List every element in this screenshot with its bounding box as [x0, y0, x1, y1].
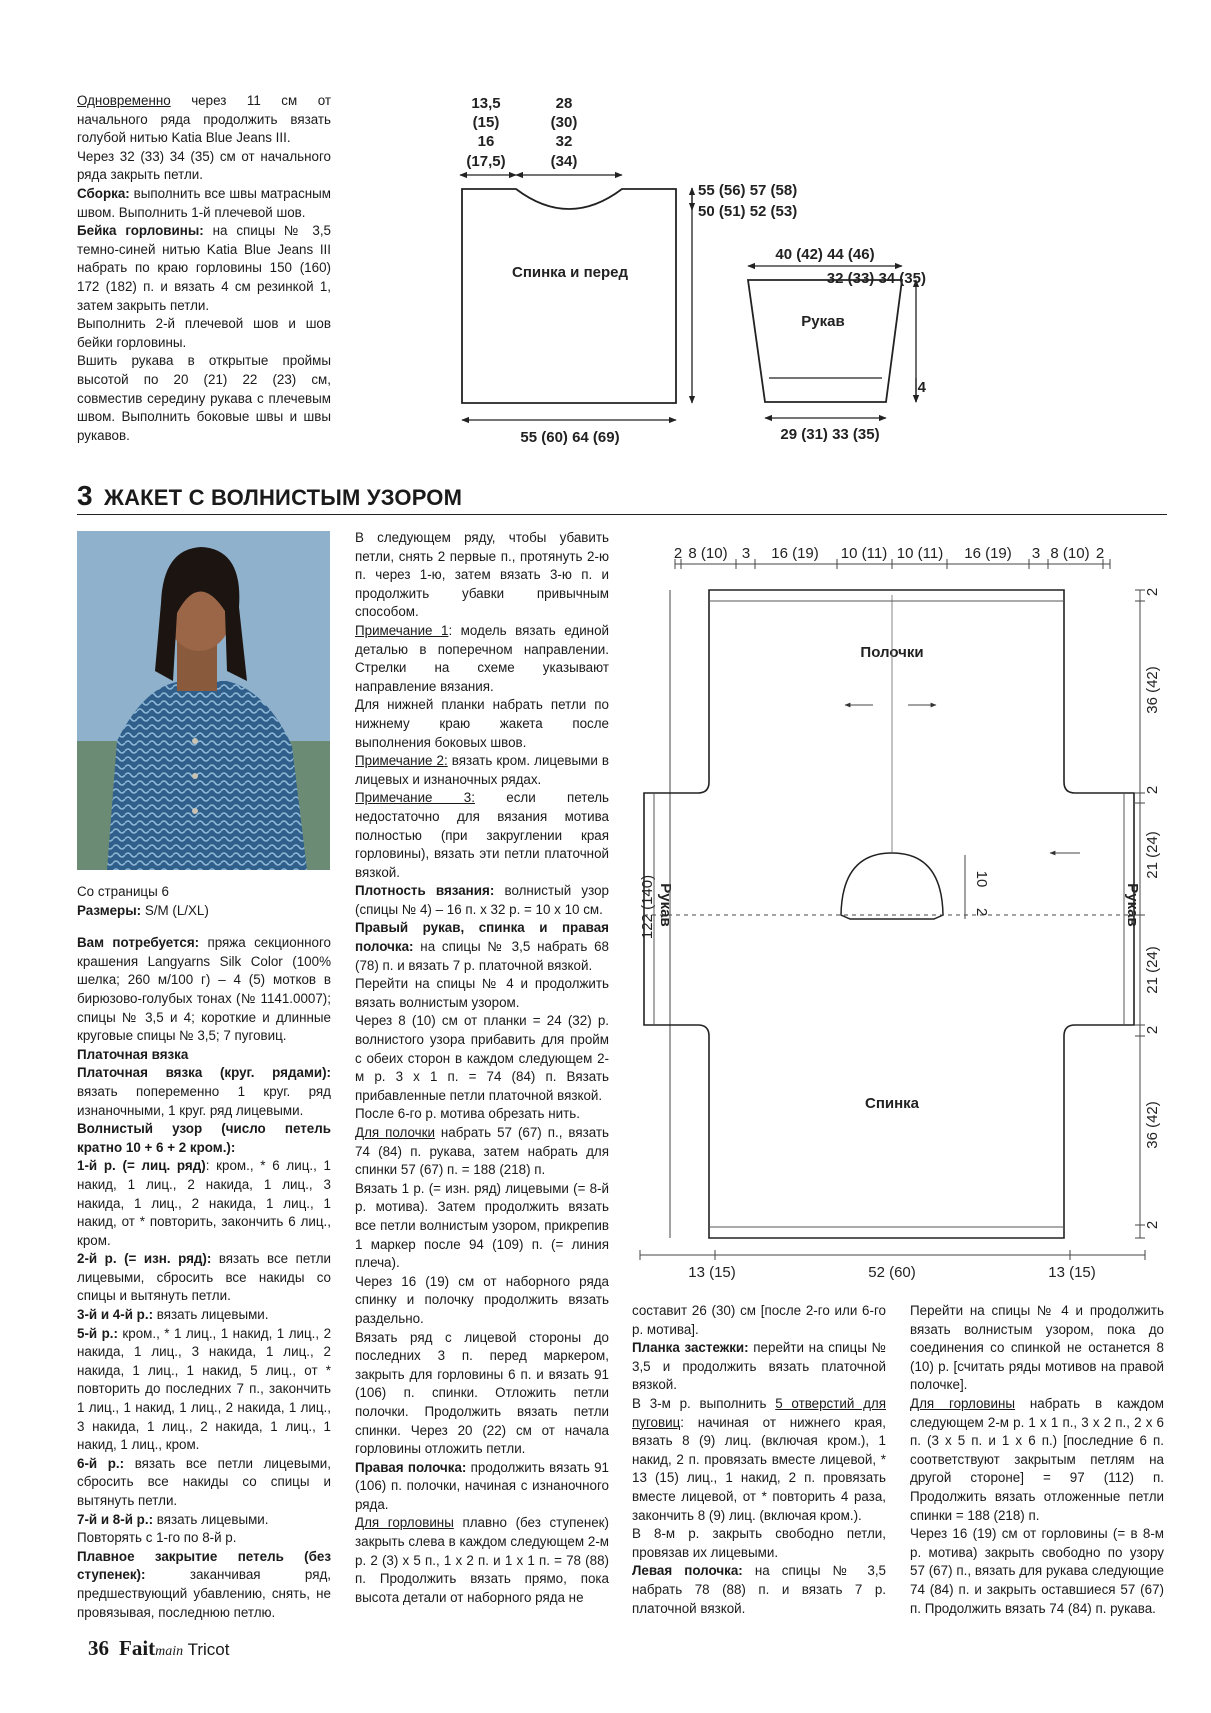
bold-term: 2-й р. (= изн. ряд): [77, 1251, 212, 1267]
section-heading [77, 480, 1167, 515]
paragraph: Перейти на спицы № 4 и продолжить вязать волнистым узором. [355, 976, 609, 1010]
paragraph: В 3-м р. выполнить 5 отверстий для пуговиц: начиная от нижнего края, вязать 8 (9) лиц. (включая кром.), 1 накид, 2 п. провязать вместе лицевой, * 13 (15) лиц., 1 накид, 2 п. провязать вместе лицевой, от * повторить 4 раза, закончить 8 (9) лиц. (включая кром.). [632, 1395, 886, 1523]
paragraph: Вязать ряд с лицевой стороны до последних 3 п. перед маркером, закрыть для горловины 6 п. и вязать 91 (106) п. спинки. Отложить петли полочки. Продолжить вязать петли спинки. Через 20 (22) см от начала горловины отложить петли. [355, 1329, 609, 1457]
bold-term: 1-й р. (= лиц. ряд) [77, 1158, 206, 1174]
paragraph: Через 16 (19) см от горловины (= в 8-м р. мотива) закрыть свободно по узору 57 (67) п., вязать для рукава следующие 74 (84) п. и закрыть оставшиеся 57 (67) п. Продолжить вязать 74 (84) п. рукава. [910, 1526, 1164, 1616]
bold-term: Сборка: [77, 185, 130, 201]
brand-main: main [155, 1644, 184, 1659]
bold-term: Платочная вязка [77, 1046, 189, 1062]
shoulder-1: 28 [555, 95, 573, 112]
neck-small: 2 [973, 907, 990, 917]
brand-tricot: Tricot [183, 1640, 230, 1659]
shoulder-4: (34) [550, 153, 578, 170]
paragraph: Левая полочка: на спицы № 3,5 набрать 78 (88) п. и вязать 7 р. платочной вязкой. [632, 1563, 886, 1616]
right-dim-8: 2 [1144, 1220, 1161, 1230]
top-dim-3: 3 [741, 545, 751, 562]
right-dim-1: 2 [1144, 587, 1161, 597]
underlined-term: Примечание 2: [355, 753, 448, 769]
bold-term: 6-й р.: [77, 1455, 125, 1471]
bold-term: Платочная вязка (круг. рядами): [77, 1065, 331, 1081]
paragraph [77, 920, 331, 934]
model-photo-illustration [77, 531, 330, 870]
paragraph: Одновременно через 11 см от начального ряда продолжить вязать голубой нитью Katia Blue Jeans III. [77, 93, 331, 146]
top-dim-5: 10 (11) [840, 545, 888, 562]
sleeve-label: Рукав [801, 313, 845, 330]
label-rukav-right: Рукав [1124, 883, 1141, 927]
bold-term: 5-й р.: [77, 1325, 118, 1341]
bold-term: Вам потребуется: [77, 935, 200, 951]
label-polochki: Полочки [860, 644, 924, 661]
column-1 [77, 883, 331, 1622]
bold-term: Плотность вязания: [355, 883, 495, 899]
paragraph: Сборка: выполнить все швы матрасным швом. Выполнить 1-й плечевой шов. [77, 185, 331, 220]
top-instructions [77, 92, 331, 445]
paragraph: Через 16 (19) см от наборного ряда спинку и полочку продолжить вязать раздельно. [355, 1273, 609, 1326]
right-dim-3: 2 [1144, 785, 1161, 795]
paragraph: Размеры: S/M (L/XL) [77, 902, 209, 918]
label-spinka: Спинка [864, 1095, 920, 1112]
underlined-term: Для полочки [355, 1125, 435, 1140]
paragraph: составит 26 (30) см [после 2-го или 6-го р. мотива]. [632, 1303, 886, 1337]
paragraph: Вязать 1 р. (= изн. ряд) лицевыми (= 8-й р. мотива). Затем продолжить вязать все петли волнистым узором, прикрепив 1 маркер после 94 (109) п. (= линия плеча). [355, 1180, 609, 1271]
height-2: 50 (51) 52 (53) [698, 203, 798, 220]
paragraph: Примечание 3: если петель недостаточно для вязания мотива полностью (при закруглении края горловины), вязать эти петли платочной вязкой. [355, 790, 609, 880]
paragraph: Вшить рукава в открытые проймы высотой по 20 (21) 22 (23) см, совместив середину рукава с плечевым швом. Выполнить боковые швы и швы рукавов. [77, 353, 331, 443]
bold-term: 3-й и 4-й р.: [77, 1307, 154, 1323]
bottom-dim-2: 52 (60) [868, 1264, 916, 1281]
top-dim-8: 3 [1031, 545, 1041, 562]
shoulder-3: 32 [555, 133, 573, 150]
underlined-term: 5 отверстий для пуговиц [632, 1395, 886, 1430]
paragraph: 6-й р.: вязать все петли лицевыми, сбросить все накиды со спицы и вытянуть петли. [77, 1455, 331, 1508]
underlined-term: Для горловины [355, 1515, 454, 1531]
paragraph [77, 1120, 331, 1157]
body-width: 55 (60) 64 (69) [520, 429, 620, 446]
paragraph: Вам потребуется: пряжа секционного крашения Langyarns Silk Color (100% шелка; 260 м/100 г) – 4 (5) мотков в бирюзово-голубых тонах (№ 1141.0007); спицы № 3,5 и 4; короткие и длинные круговые спицы № 3,5; 7 пуговиц. [77, 935, 331, 1044]
underlined-term: Одновременно [77, 93, 171, 108]
shoulder-2: (30) [550, 114, 578, 131]
paragraph: После 6-го р. мотива обрезать нить. [355, 1106, 580, 1122]
neck-width-3: 16 [477, 133, 495, 150]
sleeve-height: 32 (33) 34 (35) [826, 270, 926, 287]
paragraph: 2-й р. (= изн. ряд): вязать все петли лицевыми, сбросить все накиды со спицы и вытянуть петли. [77, 1251, 331, 1304]
right-dim-4: 21 (24) [1144, 831, 1161, 879]
bold-term: Волнистый узор (число петель кратно 10 + 6 + 2 кром.): [77, 1121, 331, 1155]
paragraph: Правая полочка: продолжить вязать 91 (106) п. полочки, начиная с изнаночного ряда. [355, 1459, 609, 1512]
model-photo [77, 531, 330, 870]
top-dim-1: 2 [673, 545, 683, 562]
right-dim-2: 36 (42) [1144, 666, 1161, 714]
paragraph: Примечание 1: модель вязать единой деталью в поперечном направлении. Стрелки на схеме указывают направление вязания. [355, 622, 609, 694]
paragraph: Плавное закрытие петель (без ступенек): заканчивая ряд, предшествующий убавлению, снять, не провязывая, последнюю петлю. [77, 1548, 331, 1620]
top-schema [430, 88, 926, 448]
sleeve-cuff: 4 [917, 379, 926, 396]
section-number: 3 [77, 480, 93, 511]
top-dim-6: 10 (11) [896, 545, 944, 562]
paragraph: 5-й р.: кром., * 1 лиц., 1 накид, 1 лиц., 2 накида, 1 лиц., 3 накида, 1 лиц., 2 накида, 1 лиц., 1 накид, 5 лиц., от * повторить до последних 7 п., закончить 1 лиц., 1 накид, 1 лиц., 2 накида, 1 лиц., 3 накида, 1 лиц., 2 накида, 1 лиц., 1 накид, 1 лиц., кром. [77, 1325, 332, 1453]
paragraph: Выполнить 2-й плечевой шов и шов бейки горловины. [77, 316, 331, 350]
paragraph: Для горловины плавно (без ступенек) закрыть слева в каждом следующем 2-м р. 2 (3) х 5 п., 1 х 2 п. и 1 х 1 п. = 78 (88) п. Продолжить вязать прямо, пока высота детали от наборного ряда не [355, 1515, 610, 1605]
paragraph: Плотность вязания: волнистый узор (спицы № 4) – 16 п. х 32 р. = 10 х 10 см. [355, 883, 609, 917]
paragraph [77, 1046, 331, 1065]
bold-term: Плавное закрытие петель (без ступенек): [77, 1548, 331, 1583]
paragraph: Для нижней планки набрать петли по нижнему краю жакета после выполнения боковых швов. [355, 697, 609, 750]
paragraph: Примечание 2: вязать кром. лицевыми в лицевых и изнаночных рядах. [355, 753, 609, 787]
paragraph: В следующем ряду, чтобы убавить петли, снять 2 первые п., протянуть 2-ю п. через 1-ю, затем вязать 3-ю п. и продолжить убавки привычным способом. [355, 530, 609, 620]
paragraph: 1-й р. (= лиц. ряд): кром., * 6 лиц., 1 накид, 1 лиц., 2 накида, 1 лиц., 3 накида, 1 лиц., 2 накида, 1 лиц., 1 накид, от * повторить, закончить 6 лиц., кром. [77, 1158, 332, 1248]
underlined-term: Примечание 3: [355, 790, 475, 806]
neck-height: 10 [973, 870, 990, 888]
paragraph: Планка застежки: перейти на спицы № 3,5 и продолжить вязать платочной вязкой. [632, 1340, 887, 1393]
paragraph: Со страницы 6 [77, 884, 169, 899]
right-dim-5: 21 (24) [1144, 946, 1161, 994]
underlined-term: Примечание 1 [355, 622, 449, 638]
paragraph: Для полочки набрать 57 (67) п., вязать 74 (84) п. рукава, затем набрать для спинки 57 (67) п. = 188 (218) п. [355, 1125, 609, 1178]
section-title: ЖАКЕТ С ВОЛНИСТЫМ УЗОРОМ [104, 485, 463, 510]
sleeve-bottom: 29 (31) 33 (35) [780, 426, 880, 443]
bold-term: Левая полочка: [632, 1563, 743, 1579]
right-dim-7: 36 (42) [1144, 1101, 1161, 1149]
paragraph: Правый рукав, спинка и правая полочка: на спицы № 3,5 набрать 68 (78) п. и вязать 7 р. платочной вязкой. [355, 920, 609, 973]
paragraph: Для горловины набрать в каждом следующем 2-м р. 1 х 1 п., 3 х 2 п., 2 х 6 п. (3 х 5 п. и 1 х 6 п.) [последние 6 п. соответствуют закрытым петлям на другой стороне] = 97 (112) п. Продолжить вязать отложенные петли спинки = 188 (218) п. [910, 1395, 1164, 1523]
right-dim-6: 2 [1144, 1025, 1161, 1035]
column-2 [355, 529, 609, 1607]
paragraph: Повторять с 1-го по 8-й р. [77, 1530, 237, 1546]
paragraph: 7-й и 8-й р.: вязать лицевыми. [77, 1511, 269, 1527]
paragraph: Через 32 (33) 34 (35) см от начального ряда закрыть петли. [77, 148, 331, 183]
paragraph: Перейти на спицы № 4 и продолжить вязать волнистым узором, пока до соединения со спинкой не останется 8 (10) р. [считать ряды мотивов на правой полочке]. [910, 1303, 1164, 1393]
neck-width-1: 13,5 [471, 95, 501, 112]
neck-width-4: (17,5) [466, 153, 506, 170]
paragraph: Через 8 (10) см от планки = 24 (32) р. волнистого узора прибавить для пройм с обеих сторон в каждом следующем 2-м р. 3 х 1 п. = 74 (84) п. Вязать прибавленные петли платочной вязкой. [355, 1013, 609, 1103]
paragraph: Бейка горловины: на спицы № 3,5 темно-синей нитью Katia Blue Jeans III набрать по краю горловины 150 (160) 172 (182) п. и вязать 4 см резинкой 1, затем закрыть петли. [77, 223, 331, 313]
page-number: 36 [88, 1636, 109, 1660]
bottom-dim-3: 13 (15) [1048, 1264, 1096, 1281]
page-footer [88, 1636, 229, 1661]
jacket-schema [630, 535, 1180, 1290]
body-label: Спинка и перед [511, 264, 629, 281]
paragraph: Платочная вязка (круг. рядами): вязать попеременно 1 круг. ряд изнаночными, 1 круг. ряд лицевыми. [77, 1065, 331, 1118]
top-dim-9: 8 (10) [1050, 545, 1090, 562]
bold-term: Бейка горловины: [77, 223, 204, 239]
height-dim: 122 (140) [639, 874, 656, 940]
column-4 [910, 1302, 1164, 1618]
neck-width-2: (15) [472, 114, 500, 131]
bold-term: Правая полочка: [355, 1459, 467, 1475]
height-1: 55 (56) 57 (58) [698, 182, 798, 199]
bold-term: Размеры: [77, 902, 142, 918]
paragraph: 3-й и 4-й р.: вязать лицевыми. [77, 1307, 269, 1323]
sleeve-top: 40 (42) 44 (46) [775, 246, 875, 263]
brand-fait: Fait [119, 1636, 156, 1660]
column-3 [632, 1302, 886, 1618]
top-dim-2: 8 (10) [688, 545, 728, 562]
bottom-dim-1: 13 (15) [688, 1264, 736, 1281]
underlined-term: Для горловины [910, 1395, 1016, 1411]
paragraph: В 8-м р. закрыть свободно петли, провязав их лицевыми. [632, 1526, 886, 1560]
bold-term: Планка застежки: [632, 1340, 749, 1356]
top-dim-7: 16 (19) [964, 545, 1012, 562]
bold-term: 7-й и 8-й р.: [77, 1511, 154, 1527]
top-dim-10: 2 [1095, 545, 1105, 562]
bold-term: Правый рукав, спинка и правая полочка: [355, 920, 609, 955]
top-dim-4: 16 (19) [771, 545, 819, 562]
label-rukav-left: Рукав [657, 883, 674, 927]
